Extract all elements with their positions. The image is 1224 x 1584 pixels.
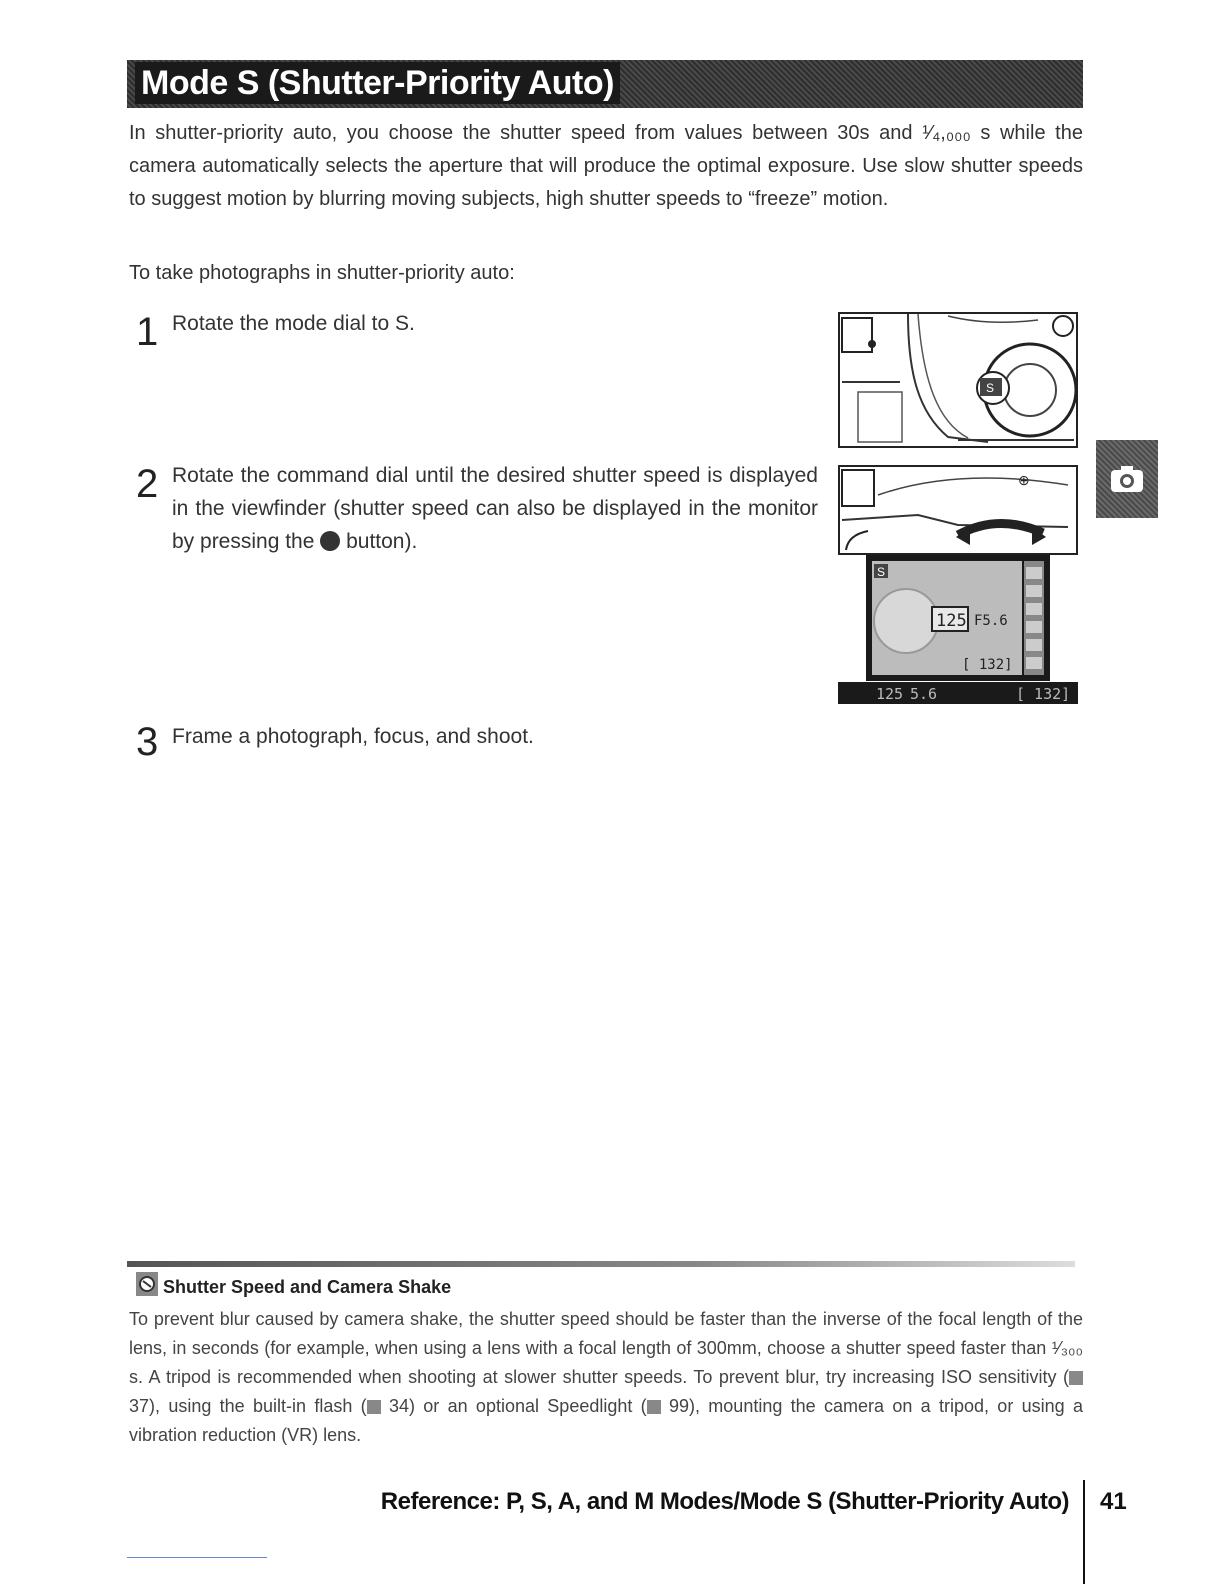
intro-text-b: s while the camera automatically selects the aperture that will produce the optimal exposure. Use slow shutter speeds to suggest motion by blurring moving subjects, high shutter speeds to “freeze” motion. <box>129 122 1083 210</box>
step-2-number: 2 <box>136 462 159 506</box>
viewfinder-aperture-value: 5.6 <box>910 685 938 703</box>
step-3-text: Frame a photograph, focus, and shoot. <box>172 725 534 748</box>
note-fraction: ¹⁄₃₀₀ <box>1051 1338 1083 1358</box>
bottom-rule <box>127 1557 267 1558</box>
monitor-mode-label: S <box>877 565 886 579</box>
page-ref-icon <box>1069 1371 1083 1385</box>
page-ref-icon <box>367 1400 381 1414</box>
monitor-frame-count: [ 132] <box>962 657 1013 673</box>
note-title: Shutter Speed and Camera Shake <box>163 1277 452 1297</box>
viewfinder-shutter-value: 125 <box>876 685 904 703</box>
page-ref-icon <box>647 1400 661 1414</box>
step-1-text: Rotate the mode dial to S. <box>172 312 415 335</box>
command-dial-illustration <box>838 465 1078 555</box>
step-2-text-a: Rotate the command dial until the desired shutter speed is displayed in the viewfinder (shutter speed can also be displayed in the monitor by pressing the <box>172 464 818 553</box>
viewfinder-frame-count: [ 132] <box>1016 685 1071 703</box>
note-text-e: 99), mounting the camera on a tripod, or using a vibration reduction (VR) lens. <box>129 1396 1083 1445</box>
step-1-number: 1 <box>136 310 159 354</box>
camera-icon <box>1109 464 1145 494</box>
monitor-shutter-value: 125 <box>936 611 967 631</box>
page-title: Mode S (Shutter-Priority Auto) <box>135 62 620 104</box>
note-text-a: To prevent blur caused by camera shake, the shutter speed should be faster than the inverse of the focal length of the lens, in seconds (for example, when using a lens with a focal length of 300mm, choose a shutter speed faster than <box>129 1309 1083 1358</box>
mode-dial-illustration <box>838 312 1078 448</box>
monitor-aperture-value: F5.6 <box>974 613 1008 629</box>
intro-fraction: ¹⁄₄,₀₀₀ <box>922 122 971 144</box>
page-number: 41 <box>1100 1488 1127 1515</box>
svg-text:⊕: ⊕ <box>1018 472 1030 488</box>
monitor-illustration <box>866 555 1050 681</box>
svg-text:S: S <box>986 381 995 395</box>
chapter-side-tab <box>1096 440 1158 518</box>
intro-paragraph <box>129 117 1083 216</box>
intro-text-a: In shutter-priority auto, you choose the shutter speed from values between 30s and <box>129 122 923 144</box>
step-2-text-b: button). <box>340 530 418 553</box>
footer-section-title: Reference: P, S, A, and M Modes/Mode S (Shutter-Priority Auto) <box>380 1488 1069 1515</box>
note-text-b: s. A tripod is recommended when shooting at slower shutter speeds. To prevent blur, try increasing ISO sensitivity ( <box>129 1367 1069 1387</box>
viewfinder-display-strip <box>838 682 1078 704</box>
note-body <box>129 1305 1083 1450</box>
note-divider <box>127 1261 1075 1267</box>
step-3-number: 3 <box>136 720 159 764</box>
section-title-bar <box>127 60 1083 108</box>
footer-divider <box>1083 1480 1085 1584</box>
note-text-c: 37), using the built-in flash ( <box>129 1396 367 1416</box>
info-button-icon <box>320 531 340 551</box>
steps-lead: To take photographs in shutter-priority auto: <box>129 262 515 284</box>
note-icon <box>136 1272 158 1296</box>
step-2-text <box>172 459 818 558</box>
note-text-d: 34) or an optional Speedlight ( <box>380 1396 647 1416</box>
